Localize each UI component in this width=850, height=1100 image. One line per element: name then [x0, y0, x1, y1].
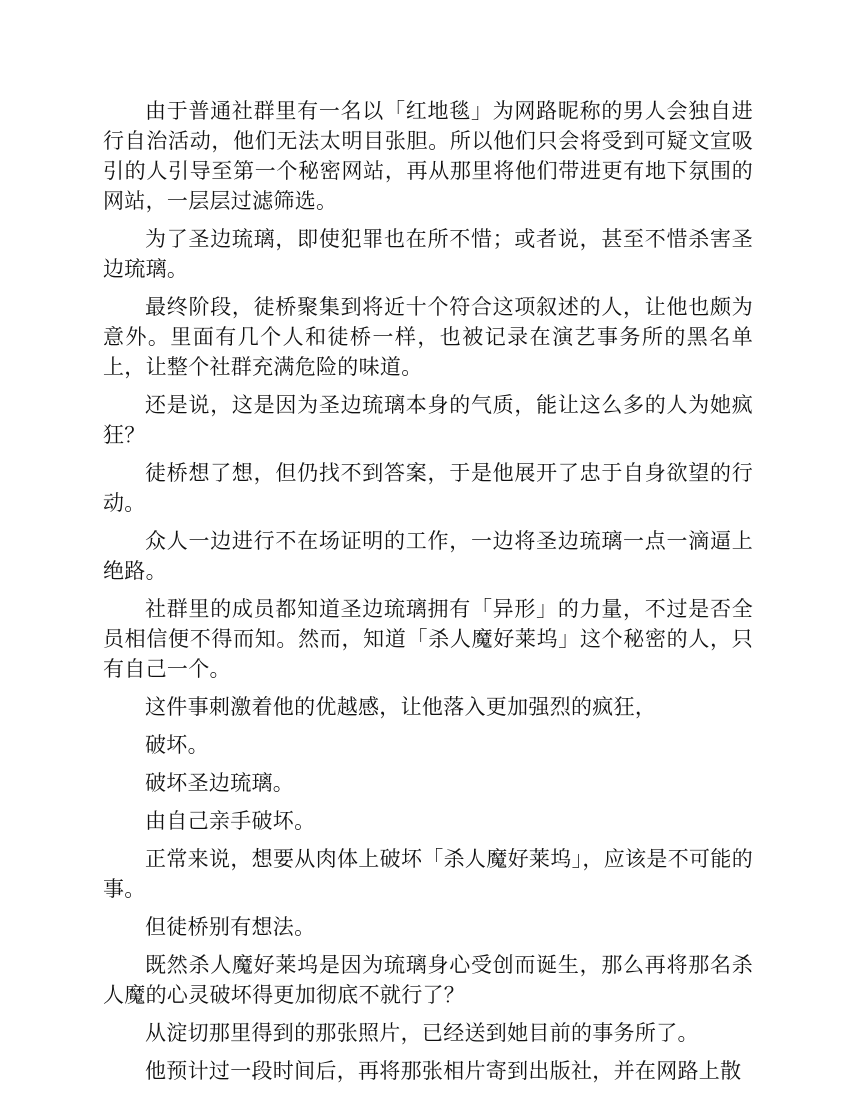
paragraph: 这件事刺激着他的优越感，让他落入更加强烈的疯狂， [145, 695, 657, 719]
body-text [103, 96, 753, 1094]
paragraph: 正常来说，想要从肉体上破坏「杀人魔好莱坞」，应该是不可能的事。 [103, 847, 753, 901]
paragraph: 破坏圣边琉璃。 [145, 771, 295, 795]
paragraph: 为了圣边琉璃，即使犯罪也在所不惜；或者说，甚至不惜杀害圣边琉璃。 [103, 227, 753, 281]
paragraph: 众人一边进行不在场证明的工作，一边将圣边琉璃一点一滴逼上绝路。 [103, 529, 753, 583]
paragraph: 徒桥想了想，但仍找不到答案，于是他展开了忠于自身欲望的行动。 [103, 461, 753, 515]
paragraph: 社群里的成员都知道圣边琉璃拥有「异形」的力量，不过是否全员相信便不得而知。然而，知道「杀人魔好莱坞」这个秘密的人，只有自己一个。 [103, 597, 753, 681]
paragraph: 他预计过一段时间后，再将那张相片寄到出版社，并在网路上散 [145, 1059, 742, 1083]
paragraph: 从淀切那里得到的那张照片，已经送到她目前的事务所了。 [145, 1021, 699, 1045]
paragraph: 最终阶段，徒桥聚集到将近十个符合这项叙述的人，让他也颇为意外。里面有几个人和徒桥一样，也被记录在演艺事务所的黑名单上，让整个社群充满危险的味道。 [103, 295, 753, 379]
paragraph: 由自己亲手破坏。 [145, 809, 316, 833]
paragraph: 由于普通社群里有一名以「红地毯」为网路昵称的男人会独自进行自治活动，他们无法太明目张胆。所以他们只会将受到可疑文宣吸引的人引导至第一个秘密网站，再从那里将他们带进更有地下氛围的网站，一层层过滤筛选。 [103, 99, 753, 213]
paragraph: 破坏。 [145, 733, 209, 757]
paragraph: 还是说，这是因为圣边琉璃本身的气质，能让这么多的人为她疯狂？ [103, 393, 753, 447]
paragraph: 但徒桥别有想法。 [145, 915, 316, 939]
paragraph: 既然杀人魔好莱坞是因为琉璃身心受创而诞生，那么再将那名杀人魔的心灵破坏得更加彻底不就行了？ [103, 953, 753, 1007]
